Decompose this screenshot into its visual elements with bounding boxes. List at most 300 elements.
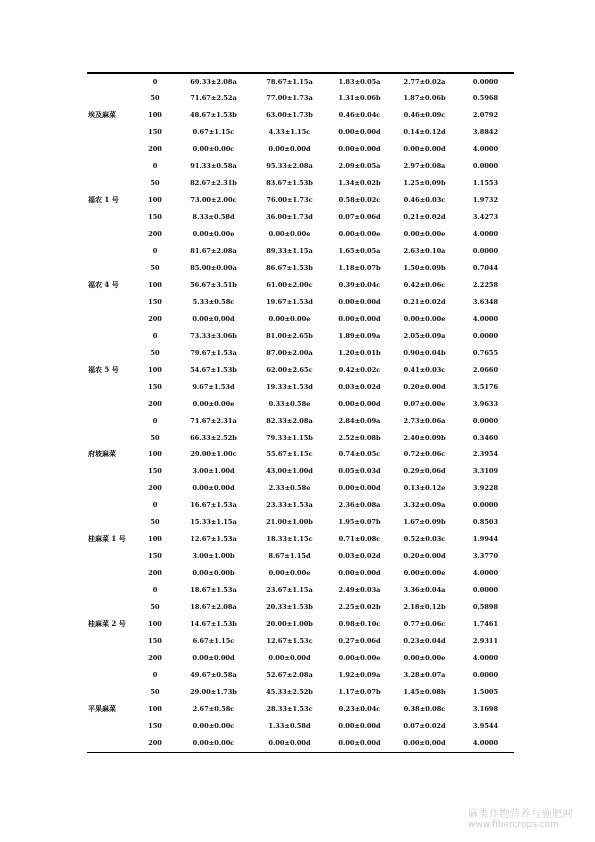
value-cell: 3.00±1.00d — [192, 467, 235, 476]
table-row — [87, 684, 514, 701]
value-cell: 3.28±0.07a — [403, 670, 446, 679]
concentration-cell: 200 — [148, 569, 162, 578]
value-cell: 0.00±0.00d — [338, 721, 381, 730]
value-cell: 0.74±0.05c — [338, 450, 381, 459]
value-cell: 43.00±1.00d — [266, 467, 313, 476]
value-cell: 1.20±0.01b — [338, 348, 381, 357]
value-cell: 0.05±0.03d — [338, 467, 381, 476]
value-cell: 3.32±0.09a — [403, 501, 446, 510]
value-cell: 73.33±3.06b — [190, 331, 237, 340]
concentration-cell: 150 — [148, 721, 162, 730]
table-row — [87, 243, 514, 260]
value-cell: 2.97±0.08a — [403, 162, 446, 171]
concentration-cell: 0 — [152, 501, 158, 510]
group-name-cell — [87, 599, 135, 616]
value-cell: 0.00±0.00e — [338, 230, 381, 239]
concentration-cell: 100 — [148, 111, 162, 120]
value-cell: 0.0000 — [472, 501, 499, 510]
value-cell: 1.17±0.07b — [338, 687, 381, 696]
value-cell: 2.52±0.08b — [338, 433, 381, 442]
concentration-cell: 150 — [148, 467, 162, 476]
site-watermark — [468, 805, 588, 830]
value-cell: 1.83±0.05a — [338, 77, 381, 86]
value-cell: 9.67±1.53d — [192, 382, 235, 391]
value-cell: 2.73±0.06a — [403, 416, 446, 425]
value-cell: 0.8503 — [472, 518, 499, 527]
watermark-title: 麻类作物营养与施肥网 — [468, 809, 573, 820]
value-cell: 0.00±0.00d — [338, 569, 381, 578]
value-cell: 1.25±0.09b — [403, 179, 446, 188]
value-cell: 4.33±1.15c — [268, 128, 311, 137]
value-cell: 0.00±0.00e — [403, 653, 446, 662]
value-cell: 2.84±0.09a — [338, 416, 381, 425]
value-cell: 0.00±0.00d — [338, 399, 381, 408]
value-cell: 0.27±0.06d — [338, 636, 381, 645]
value-cell: 4.0000 — [472, 569, 499, 578]
value-cell: 0.13±0.12e — [403, 484, 446, 493]
watermark-url: www.fibercrops.com — [468, 820, 559, 830]
concentration-cell: 150 — [148, 128, 162, 137]
value-cell: 52.67±2.08a — [266, 670, 313, 679]
concentration-cell: 150 — [148, 213, 162, 222]
value-cell: 0.46±0.09c — [403, 111, 446, 120]
table-row — [87, 226, 514, 243]
group-name-cell — [87, 74, 135, 91]
value-cell: 1.95±0.07b — [338, 518, 381, 527]
group-name-cell — [87, 548, 135, 565]
value-cell: 81.00±2.65b — [266, 331, 313, 340]
value-cell: 0.42±0.06c — [403, 280, 446, 289]
data-table-container — [87, 72, 514, 753]
value-cell: 3.9544 — [472, 721, 499, 730]
group-name-cell — [87, 328, 135, 345]
value-cell: 95.33±2.08a — [266, 162, 313, 171]
table-row — [87, 599, 514, 616]
value-cell: 0.00±0.00d — [268, 145, 311, 154]
value-cell: 0.03±0.02d — [338, 552, 381, 561]
concentration-cell: 50 — [150, 263, 160, 272]
value-cell: 0.3460 — [472, 433, 499, 442]
value-cell: 0.00±0.00e — [268, 230, 311, 239]
group-name-cell — [87, 633, 135, 650]
group-name-cell: 桂麻菜 2 号 — [88, 619, 126, 628]
value-cell: 45.33±2.52b — [266, 687, 313, 696]
table-bottom-rule — [87, 752, 514, 754]
value-cell: 82.33±2.08a — [266, 416, 313, 425]
value-cell: 3.00±1.00b — [192, 552, 235, 561]
group-name-cell — [87, 124, 135, 141]
concentration-cell: 50 — [150, 687, 160, 696]
group-name-cell — [87, 345, 135, 362]
value-cell: 0.00±0.00e — [268, 314, 311, 323]
concentration-cell: 0 — [152, 331, 158, 340]
value-cell: 0.07±0.00e — [403, 399, 446, 408]
value-cell: 3.5176 — [472, 382, 499, 391]
value-cell: 77.00±1.73a — [266, 94, 313, 103]
table-row — [87, 463, 514, 480]
concentration-cell: 50 — [150, 603, 160, 612]
table-row — [87, 90, 514, 107]
value-cell: 4.0000 — [472, 653, 499, 662]
value-cell: 54.67±1.53b — [190, 365, 237, 374]
value-cell: 1.65±0.05a — [338, 247, 381, 256]
concentration-cell: 150 — [148, 382, 162, 391]
value-cell: 0.42±0.02c — [338, 365, 381, 374]
concentration-cell: 150 — [148, 636, 162, 645]
value-cell: 83.67±1.53b — [266, 179, 313, 188]
value-cell: 2.49±0.03a — [338, 586, 381, 595]
value-cell: 3.8842 — [472, 128, 499, 137]
value-cell: 0.03±0.02d — [338, 382, 381, 391]
value-cell: 3.6348 — [472, 297, 499, 306]
group-name-cell — [87, 226, 135, 243]
value-cell: 0.00±0.00c — [192, 721, 235, 730]
value-cell: 1.9944 — [472, 535, 499, 544]
value-cell: 71.67±2.31a — [190, 416, 237, 425]
table-row — [87, 735, 514, 752]
value-cell: 0.0000 — [472, 586, 499, 595]
value-cell: 3.3109 — [472, 467, 499, 476]
table-row — [87, 124, 514, 141]
concentration-cell: 200 — [148, 738, 162, 747]
value-cell: 3.4273 — [472, 213, 499, 222]
value-cell: 91.33±0.58a — [190, 162, 237, 171]
value-cell: 0.00±0.00d — [338, 128, 381, 137]
table-row — [87, 531, 514, 548]
value-cell: 4.0000 — [472, 738, 499, 747]
table-row — [87, 480, 514, 497]
value-cell: 0.33±0.58e — [268, 399, 311, 408]
concentration-cell: 200 — [148, 484, 162, 493]
value-cell: 0.90±0.04b — [403, 348, 446, 357]
value-cell: 76.00±1.73c — [266, 196, 313, 205]
group-name-cell — [87, 735, 135, 752]
concentration-cell: 200 — [148, 653, 162, 662]
value-cell: 0.21±0.02d — [403, 213, 446, 222]
value-cell: 62.00±2.65c — [266, 365, 313, 374]
value-cell: 0.7044 — [472, 263, 499, 272]
value-cell: 0.07±0.06d — [338, 213, 381, 222]
value-cell: 1.67±0.09b — [403, 518, 446, 527]
value-cell: 2.2258 — [472, 280, 499, 289]
value-cell: 0.00±0.00d — [338, 738, 381, 747]
value-cell: 0.00±0.00e — [403, 230, 446, 239]
value-cell: 0.00±0.00e — [192, 399, 235, 408]
value-cell: 15.33±1.15a — [190, 518, 237, 527]
value-cell: 85.00±0.00a — [190, 263, 237, 272]
table-row — [87, 718, 514, 735]
table-row — [87, 616, 514, 633]
value-cell: 29.00±1.00c — [190, 450, 237, 459]
table-row — [87, 158, 514, 175]
table-body — [87, 74, 514, 752]
value-cell: 1.7461 — [472, 620, 499, 628]
concentration-cell: 200 — [148, 399, 162, 408]
table-row — [87, 141, 514, 158]
value-cell: 21.00±1.00b — [266, 518, 313, 527]
value-cell: 0.00±0.00d — [338, 484, 381, 493]
value-cell: 28.33±1.53c — [266, 704, 313, 713]
concentration-cell: 150 — [148, 552, 162, 561]
value-cell: 1.45±0.08b — [403, 687, 446, 696]
group-name-cell: 福农 1 号 — [88, 195, 119, 205]
value-cell: 0.52±0.03c — [403, 535, 446, 544]
group-name-cell — [87, 667, 135, 684]
value-cell: 0.00±0.00e — [268, 569, 311, 578]
value-cell: 2.05±0.09a — [403, 331, 446, 340]
concentration-cell: 100 — [148, 704, 162, 713]
concentration-cell: 50 — [150, 348, 160, 357]
table-row — [87, 277, 514, 294]
value-cell: 14.67±1.53b — [190, 620, 237, 628]
table-row — [87, 565, 514, 582]
value-cell: 0.0000 — [472, 77, 499, 86]
value-cell: 18.33±1.15c — [266, 535, 313, 544]
value-cell: 0.00±0.00c — [192, 738, 235, 747]
value-cell: 1.31±0.06b — [338, 94, 381, 103]
group-name-cell — [87, 90, 135, 107]
value-cell: 0.58±0.02c — [338, 196, 381, 205]
group-name-cell — [87, 582, 135, 599]
value-cell: 0.46±0.04c — [338, 111, 381, 120]
value-cell: 0.71±0.08c — [338, 535, 381, 544]
value-cell: 2.3954 — [472, 450, 499, 459]
value-cell: 0.7655 — [472, 348, 499, 357]
value-cell: 0.00±0.00e — [338, 653, 381, 662]
concentration-cell: 100 — [148, 620, 162, 628]
table-row — [87, 396, 514, 413]
group-name-cell: 埃及麻菜 — [88, 110, 116, 120]
value-cell: 0.00±0.00e — [192, 230, 235, 239]
concentration-cell: 0 — [152, 77, 158, 86]
value-cell: 1.1553 — [472, 179, 499, 188]
value-cell: 0.0000 — [472, 670, 499, 679]
group-name-cell — [87, 684, 135, 701]
value-cell: 0.0000 — [472, 162, 499, 171]
table-row — [87, 650, 514, 667]
group-name-cell: 府坡麻菜 — [88, 449, 116, 459]
value-cell: 0.21±0.02d — [403, 297, 446, 306]
value-cell: 0.67±1.15c — [192, 128, 235, 137]
concentration-cell: 100 — [148, 365, 162, 374]
value-cell: 69.33±2.08a — [190, 77, 237, 86]
table-row — [87, 107, 514, 124]
value-cell: 4.0000 — [472, 145, 499, 154]
value-cell: 0.00±0.00d — [192, 314, 235, 323]
group-name-cell — [87, 175, 135, 192]
table-row — [87, 633, 514, 650]
value-cell: 0.00±0.00d — [268, 653, 311, 662]
value-cell: 8.67±1.15d — [268, 552, 311, 561]
table-row — [87, 74, 514, 91]
value-cell: 20.00±1.00b — [266, 620, 313, 628]
value-cell: 0.29±0.06d — [403, 467, 446, 476]
table-row — [87, 430, 514, 447]
value-cell: 2.36±0.08a — [338, 501, 381, 510]
value-cell: 20.33±1.53b — [266, 603, 313, 612]
value-cell: 2.18±0.12b — [403, 603, 446, 612]
value-cell: 18.67±1.53a — [190, 586, 237, 595]
value-cell: 16.67±1.53a — [190, 501, 237, 510]
concentration-cell: 50 — [150, 433, 160, 442]
concentration-cell: 0 — [152, 670, 158, 679]
value-cell: 56.67±3.51b — [190, 280, 237, 289]
value-cell: 3.3770 — [472, 552, 499, 561]
table-row — [87, 192, 514, 209]
value-cell: 2.9311 — [472, 636, 499, 645]
concentration-cell: 0 — [152, 416, 158, 425]
value-cell: 86.67±1.53b — [266, 263, 313, 272]
table-row — [87, 514, 514, 531]
table-row — [87, 209, 514, 226]
value-cell: 1.9732 — [472, 196, 499, 205]
value-cell: 0.98±0.10c — [338, 620, 381, 628]
table-row — [87, 701, 514, 718]
group-name-cell — [87, 379, 135, 396]
value-cell: 0.0000 — [472, 247, 499, 256]
value-cell: 1.92±0.09a — [338, 670, 381, 679]
table-row — [87, 345, 514, 362]
value-cell: 36.00±1.73d — [266, 213, 313, 222]
group-name-cell — [87, 311, 135, 328]
value-cell: 71.67±2.52a — [190, 94, 237, 103]
value-cell: 0.00±0.00d — [192, 653, 235, 662]
value-cell: 8.33±0.58d — [192, 213, 235, 222]
value-cell: 0.00±0.00d — [192, 484, 235, 493]
value-cell: 0.77±0.06c — [403, 620, 446, 628]
group-name-cell — [87, 260, 135, 277]
value-cell: 0.41±0.03c — [403, 365, 446, 374]
value-cell: 1.50±0.09b — [403, 263, 446, 272]
value-cell: 29.00±1.73b — [190, 687, 237, 696]
group-name-cell — [87, 463, 135, 480]
concentration-cell: 50 — [150, 179, 160, 188]
value-cell: 4.0000 — [472, 230, 499, 239]
table-row — [87, 294, 514, 311]
concentration-cell: 200 — [148, 230, 162, 239]
group-name-cell — [87, 294, 135, 311]
value-cell: 63.00±1.73b — [266, 111, 313, 120]
table-row — [87, 379, 514, 396]
group-name-cell — [87, 718, 135, 735]
value-cell: 0.14±0.12d — [403, 128, 446, 137]
group-name-cell: 福农 5 号 — [88, 364, 119, 374]
value-cell: 2.09±0.05a — [338, 162, 381, 171]
value-cell: 2.67±0.58c — [192, 704, 235, 713]
value-cell: 2.0660 — [472, 365, 499, 374]
concentration-cell: 0 — [152, 162, 158, 171]
value-cell: 48.67±1.53b — [190, 111, 237, 120]
table-row — [87, 260, 514, 277]
concentration-cell: 0 — [152, 586, 158, 595]
value-cell: 49.67±0.58a — [190, 670, 237, 679]
value-cell: 1.18±0.07b — [338, 263, 381, 272]
value-cell: 1.33±0.58d — [268, 721, 311, 730]
concentration-cell: 100 — [148, 535, 162, 544]
concentration-cell: 200 — [148, 314, 162, 323]
group-name-cell: 平果麻菜 — [88, 703, 116, 713]
concentration-cell: 100 — [148, 196, 162, 205]
value-cell: 87.00±2.00a — [266, 348, 313, 357]
value-cell: 23.33±1.53a — [266, 501, 313, 510]
value-cell: 6.67±1.15c — [192, 636, 235, 645]
table-row — [87, 548, 514, 565]
value-cell: 12.67±1.53a — [190, 535, 237, 544]
value-cell: 2.77±0.02a — [403, 77, 446, 86]
value-cell: 66.33±2.52b — [190, 433, 237, 442]
value-cell: 19.67±1.53d — [266, 297, 313, 306]
table-row — [87, 175, 514, 192]
concentration-cell: 50 — [150, 94, 160, 103]
value-cell: 1.34±0.02b — [338, 179, 381, 188]
table-row — [87, 328, 514, 345]
table-row — [87, 362, 514, 379]
group-name-cell — [87, 480, 135, 497]
value-cell: 0.20±0.00d — [403, 552, 446, 561]
value-cell: 0.39±0.04c — [338, 280, 381, 289]
value-cell: 12.67±1.53c — [266, 636, 313, 645]
table-row — [87, 667, 514, 684]
value-cell: 78.67±1.15a — [266, 77, 313, 86]
value-cell: 5.33±0.58c — [192, 297, 235, 306]
value-cell: 0.00±0.00d — [403, 145, 446, 154]
group-name-cell — [87, 430, 135, 447]
value-cell: 0.00±0.00d — [338, 145, 381, 154]
value-cell: 0.5898 — [472, 603, 499, 612]
value-cell: 3.36±0.04a — [403, 586, 446, 595]
value-cell: 0.0000 — [472, 331, 499, 340]
table-row — [87, 497, 514, 514]
value-cell: 0.00±0.00c — [192, 145, 235, 154]
value-cell: 0.72±0.06c — [403, 450, 446, 459]
value-cell: 0.00±0.00d — [338, 297, 381, 306]
value-cell: 0.00±0.00d — [403, 738, 446, 747]
value-cell: 81.67±2.08a — [190, 247, 237, 256]
value-cell: 3.9228 — [472, 484, 499, 493]
group-name-cell — [87, 243, 135, 260]
value-cell: 1.5005 — [472, 687, 499, 696]
value-cell: 79.67±1.53a — [190, 348, 237, 357]
table-row — [87, 582, 514, 599]
group-name-cell — [87, 141, 135, 158]
value-cell: 23.67±1.15a — [266, 586, 313, 595]
value-cell: 79.33±1.15b — [266, 433, 313, 442]
value-cell: 89.33±1.15a — [266, 247, 313, 256]
group-name-cell — [87, 413, 135, 430]
group-name-cell — [87, 650, 135, 667]
table-row — [87, 446, 514, 463]
group-name-cell — [87, 209, 135, 226]
value-cell: 0.00±0.00d — [338, 314, 381, 323]
value-cell: 0.46±0.03c — [403, 196, 446, 205]
group-name-cell — [87, 396, 135, 413]
table-row — [87, 311, 514, 328]
group-name-cell — [87, 497, 135, 514]
group-name-cell — [87, 514, 135, 531]
concentration-cell: 100 — [148, 280, 162, 289]
value-cell: 1.87±0.06b — [403, 94, 446, 103]
value-cell: 0.00±0.00e — [403, 569, 446, 578]
value-cell: 61.00±2.00c — [266, 280, 313, 289]
concentration-cell: 200 — [148, 145, 162, 154]
concentration-cell: 50 — [150, 518, 160, 527]
value-cell: 0.38±0.08c — [403, 704, 446, 713]
value-cell: 0.5968 — [472, 94, 499, 103]
value-cell: 19.33±1.53d — [266, 382, 313, 391]
value-cell: 2.63±0.10a — [403, 247, 446, 256]
value-cell: 0.07±0.02d — [403, 721, 446, 730]
concentration-cell: 150 — [148, 297, 162, 306]
